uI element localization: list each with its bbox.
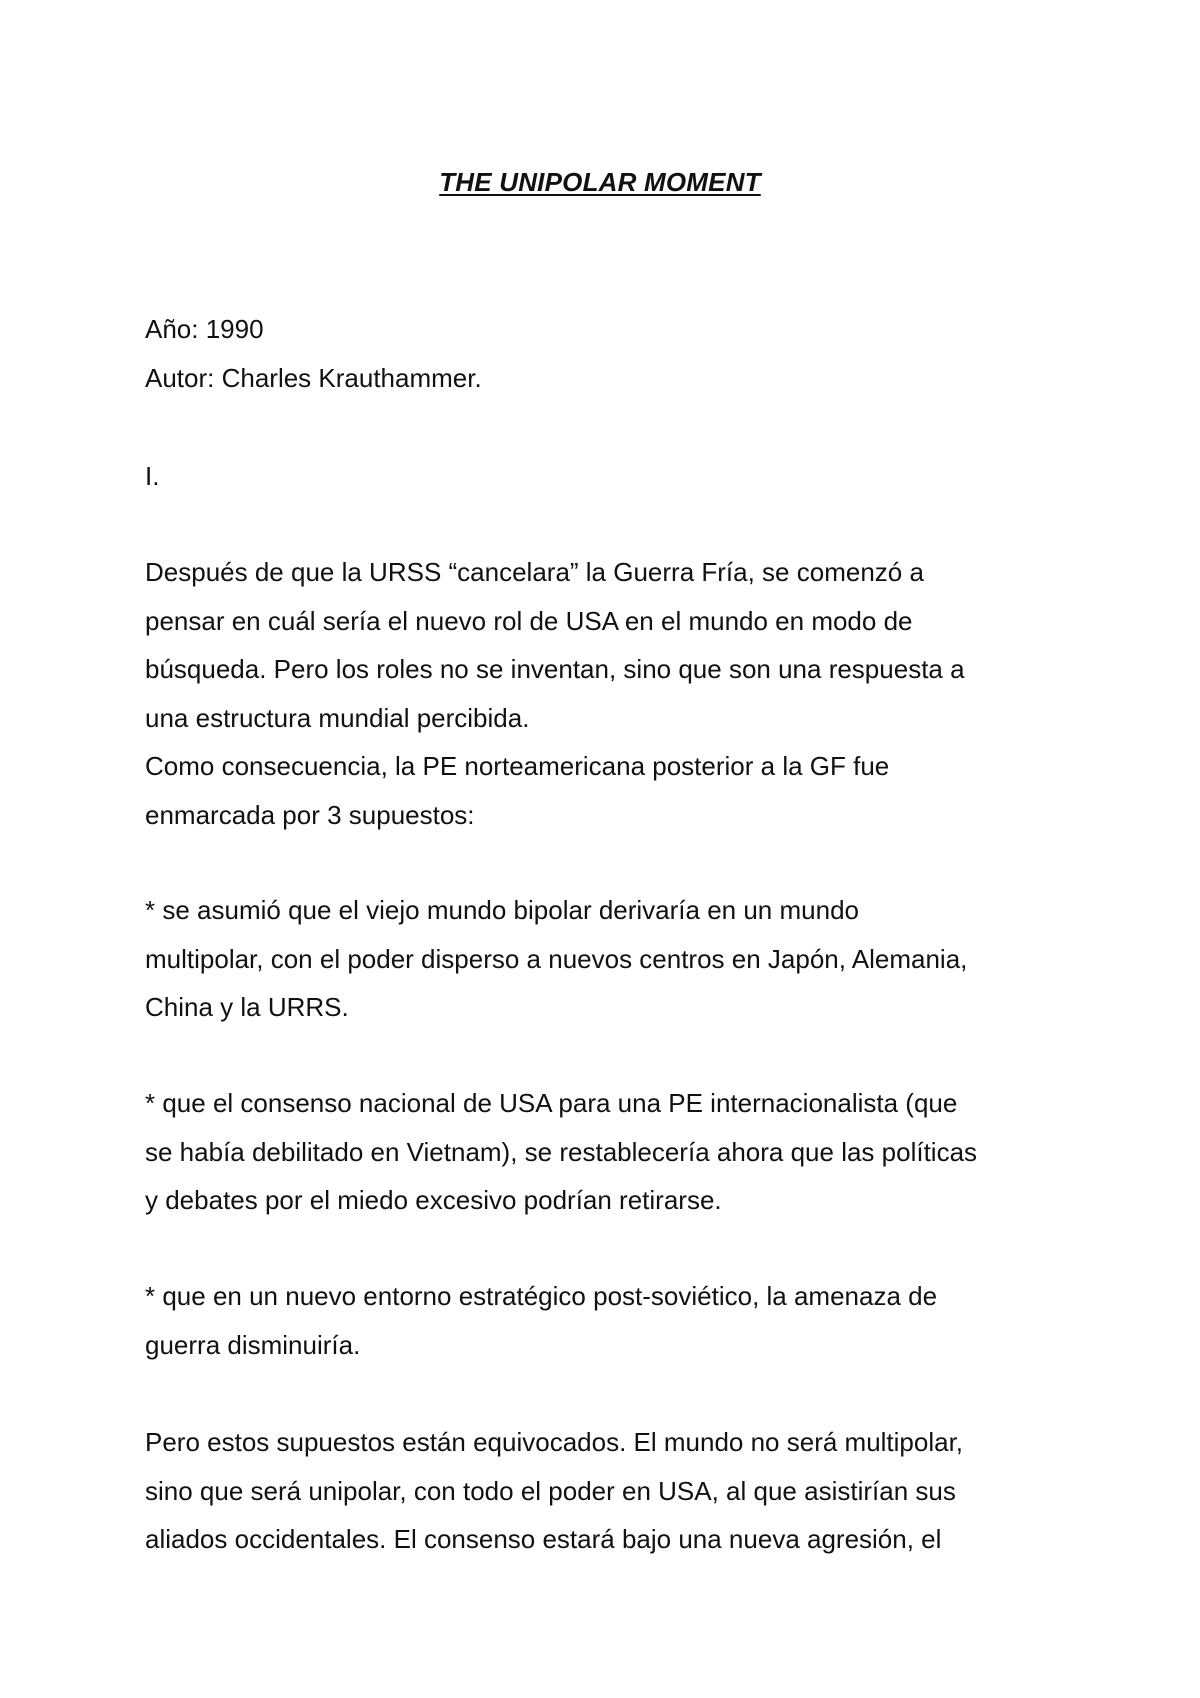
- bullet-line: * se asumió que el viejo mundo bipolar derivaría en un mundo: [145, 895, 859, 925]
- paragraph-line: una estructura mundial percibida.: [145, 702, 530, 733]
- document-title: THE UNIPOLAR MOMENT: [439, 167, 761, 197]
- document-metadata: [145, 305, 1065, 402]
- section-heading: I.: [145, 461, 160, 491]
- bullet-item-war-threat: [145, 1272, 1065, 1369]
- bullet-item-consensus: [145, 1079, 1065, 1225]
- bullet-line: y debates por el miedo excesivo podrían retirarse.: [145, 1185, 722, 1215]
- bullet-item-multipolar: [145, 886, 1065, 1032]
- bullet-line: multipolar, con el poder disperso a nuevos centros en Japón, Alemania,: [145, 943, 968, 974]
- paragraph-line: aliados occidentales. El consenso estará bajo una nueva agresión, el: [145, 1524, 942, 1554]
- paragraph-line: pensar en cuál sería el nuevo rol de USA en el mundo en modo de: [145, 605, 913, 636]
- paragraph-intro: [145, 548, 1065, 839]
- paragraph-conclusion: [145, 1418, 1065, 1564]
- bullet-line: * que el consenso nacional de USA para una PE internacionalista (que: [145, 1088, 958, 1118]
- bullet-line: * que en un nuevo entorno estratégico post-soviético, la amenaza de: [145, 1281, 938, 1311]
- paragraph-line: Pero estos supuestos están equivocados. El mundo no será multipolar,: [145, 1427, 964, 1457]
- bullet-line: guerra disminuiría.: [145, 1329, 361, 1360]
- paragraph-line: Como consecuencia, la PE norteamericana posterior a la GF fue: [145, 751, 890, 781]
- bullet-line: China y la URRS.: [145, 992, 349, 1022]
- paragraph-line: enmarcada por 3 supuestos:: [145, 799, 475, 830]
- bullet-line: se había debilitado en Vietnam), se restablecería ahora que las políticas: [145, 1136, 978, 1167]
- paragraph-line: búsqueda. Pero los roles no se inventan, sino que son una respuesta a: [145, 654, 965, 684]
- paragraph-line: sino que será unipolar, con todo el poder en USA, al que asistirían sus: [145, 1475, 956, 1506]
- paragraph-line: Después de que la URSS “cancelara” la Guerra Fría, se comenzó a: [145, 557, 924, 587]
- author-line: Autor: Charles Krauthammer.: [145, 362, 482, 393]
- year-line: Año: 1990: [145, 314, 264, 344]
